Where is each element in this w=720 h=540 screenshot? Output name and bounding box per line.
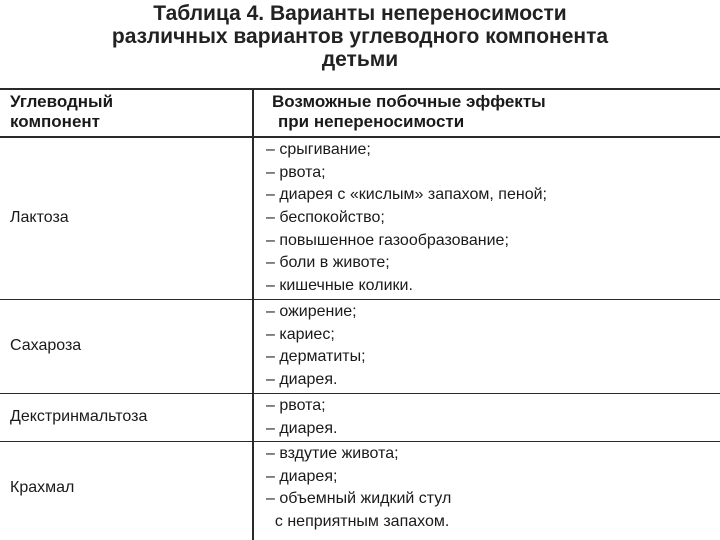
effect-item: – боли в животе; — [266, 254, 390, 272]
header-component-line-1: Углеводный — [10, 92, 114, 111]
header-effects — [272, 92, 546, 132]
component-name: Крахмал — [10, 479, 75, 496]
effects-list — [266, 395, 337, 440]
table-row — [0, 301, 720, 393]
row-divider-3 — [0, 441, 720, 442]
table-row — [0, 139, 720, 299]
intolerance-table — [0, 88, 720, 540]
row-divider-1 — [0, 299, 720, 300]
effect-item: – рвота; — [266, 397, 326, 414]
header-effects-line-2: при непереносимости — [278, 112, 465, 131]
effects-list — [266, 139, 547, 298]
effect-item: – дерматиты; — [266, 348, 366, 366]
effect-item: – диарея с «кислым» запахом, пеной; — [266, 186, 547, 204]
effect-item: – объемный жидкий стул — [266, 490, 452, 508]
caption-line-1: Таблица 4. Варианты непереносимости — [153, 2, 567, 25]
effects-list — [266, 301, 366, 392]
table-top-border — [0, 88, 720, 90]
effect-item: – ожирение; — [266, 303, 357, 320]
caption-line-2: различных вариантов углеводного компонента — [111, 25, 609, 48]
effect-item: – рвота; — [266, 163, 326, 181]
table-caption — [0, 2, 720, 71]
component-name: Сахароза — [10, 337, 82, 354]
header-effects-line-1: Возможные побочные эффекты — [272, 92, 546, 111]
header-divider — [0, 136, 720, 138]
effect-item: – вздутие живота; — [266, 445, 399, 462]
caption-line-3: детьми — [321, 48, 399, 71]
component-name: Лактоза — [10, 209, 69, 226]
header-component — [10, 92, 113, 132]
table-row — [0, 443, 720, 540]
effect-item: – диарея. — [266, 419, 338, 437]
effect-item: – диарея. — [266, 371, 338, 389]
header-component-line-2: компонент — [10, 112, 100, 131]
effect-item: – срыгивание; — [266, 141, 371, 158]
table-row — [0, 395, 720, 441]
effect-item: – диарея; — [266, 467, 338, 485]
effect-item: – кариес; — [266, 325, 335, 343]
effects-list — [266, 443, 451, 534]
component-name: Декстринмальтоза — [10, 408, 148, 425]
effect-item: с неприятным запахом. — [266, 513, 450, 531]
effect-item: – беспокойство; — [266, 209, 385, 227]
row-divider-2 — [0, 393, 720, 394]
effect-item: – кишечные колики. — [266, 277, 413, 295]
effect-item: – повышенное газообразование; — [266, 231, 509, 249]
